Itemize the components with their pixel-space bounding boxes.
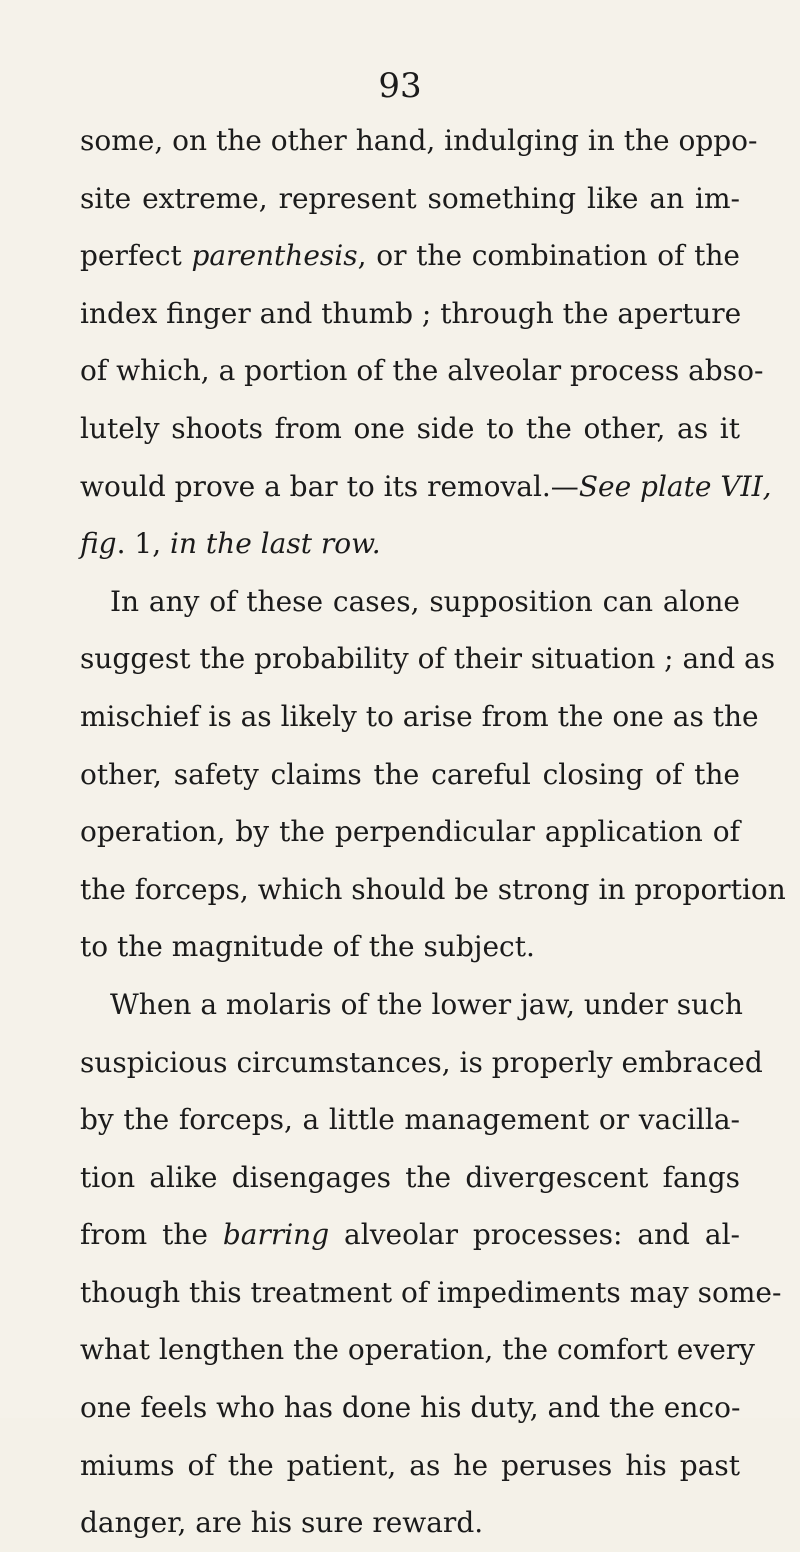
italic-term: parenthesis (191, 239, 358, 273)
text-line: index finger and thumb ; through the aperture (80, 296, 742, 330)
text-line: though this treatment of impediments may some- (80, 1275, 782, 1309)
text-line: some, on the other hand, indulging in the oppo- (80, 124, 758, 157)
text-line: would prove a bar to its removal.—See plate VII, (80, 469, 772, 503)
text-line: the forceps, which should be strong in proportion (80, 872, 786, 906)
text-line: operation, by the perpendicular application of (80, 815, 740, 849)
text-line: of which, a portion of the alveolar process abso- (80, 354, 764, 388)
text-line: tion alike disengages the divergescent fangs (80, 1160, 740, 1194)
paragraph-start: In any of these cases, supposition can alone (110, 584, 740, 618)
text-line: site extreme, represent something like an im- (80, 181, 740, 215)
page-number: 93 (378, 66, 422, 106)
italic-reference: fig (80, 527, 117, 561)
italic-term: barring (222, 1218, 330, 1252)
text-line: danger, are his sure reward. (80, 1506, 484, 1540)
paragraph-start: When a molaris of the lower jaw, under such (110, 987, 743, 1021)
text-line: other, safety claims the careful closing of the (80, 757, 740, 791)
text-line: by the forceps, a little management or vacilla- (80, 1103, 740, 1137)
text-line: perfect parenthesis, or the combination of the (80, 239, 740, 273)
text-line: suggest the probability of their situation ; and as (80, 642, 776, 676)
text-line: lutely shoots from one side to the other, as it (80, 411, 740, 445)
text-line: from the barring alveolar processes: and al- (80, 1218, 740, 1252)
text-line: one feels who has done his duty, and the enco- (80, 1391, 741, 1425)
text-line: what lengthen the operation, the comfort every (80, 1333, 755, 1367)
body-text (80, 112, 786, 1552)
text-line: miums of the patient, as he peruses his past (80, 1448, 740, 1482)
text-line: mischief is as likely to arise from the one as the (80, 699, 759, 733)
italic-reference: in the last row. (170, 527, 381, 561)
text-line: fig. 1, in the last row. (80, 527, 381, 561)
italic-reference: See plate VII, (578, 469, 772, 503)
text-line: to the magnitude of the subject. (80, 930, 535, 964)
text-line: suspicious circumstances, is properly embraced (80, 1045, 763, 1079)
